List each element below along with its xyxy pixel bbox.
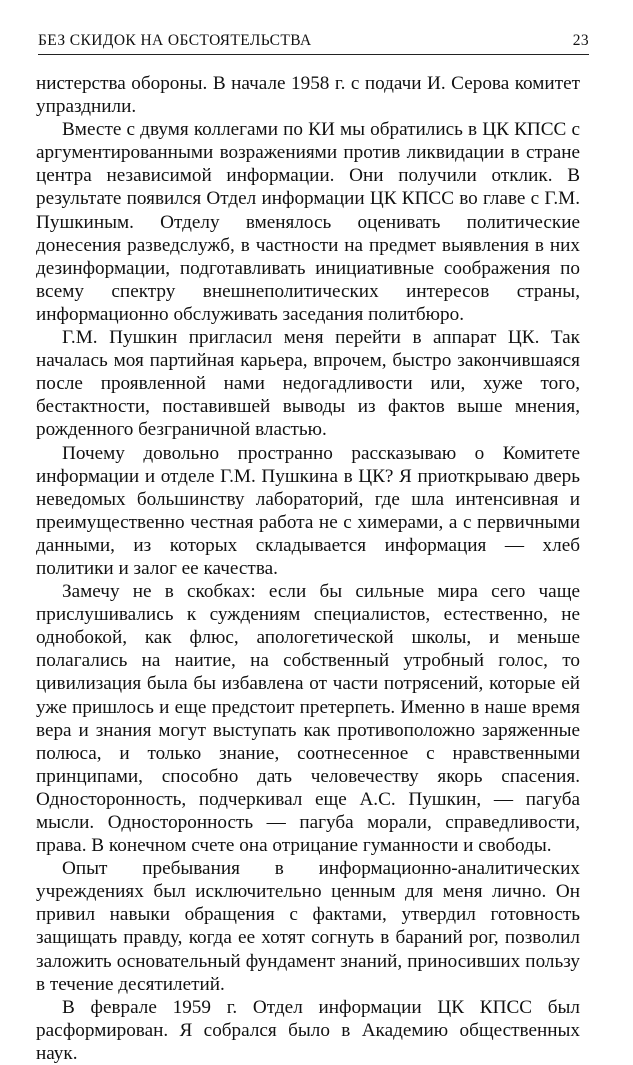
paragraph: Вместе с двумя коллегами по КИ мы обратились в ЦК КПСС с аргументированными возражениями против ликвидации в стране центра независимой информации. Они получили отклик. В результате появился Отдел информации ЦК КПСС во главе с Г.М. Пушкиным. Отделу вменялось оценивать политические донесения разведслужб, в частности на предмет выявления в них дезинформации, подготавливать инициативные соображения по всему спектру внешнеполитических интересов страны, информационно обслуживать заседания политбюро. <box>36 119 580 325</box>
paragraph: Опыт пребывания в информационно-аналитических учреждениях был исключительно ценным для меня лично. Он привил навыки обращения с фактами, утвердил готовность защищать правду, когда ее хотят согнуть в бараний рог, позволил заложить основательный фундамент знаний, приносивших пользу в течение десятилетий. <box>36 858 580 995</box>
paragraph: Г.М. Пушкин пригласил меня перейти в аппарат ЦК. Так началась моя партийная карьера, впрочем, быстро закончившаяся после проявленной нами недогадливости или, хуже того, бестактности, поставившей выводы из фактов выше мнения, рожденного безграничной властью. <box>36 327 580 441</box>
paragraph-continued: нистерства обороны. В начале 1958 г. с подачи И. Серова комитет упразднили. <box>36 73 580 118</box>
running-head <box>38 30 589 55</box>
paragraph: Замечу не в скобках: если бы сильные мира сего чаще прислушивались к суждениям специалистов, естественно, не однобокой, как флюс, апологетической школы, и меньше полагались на наитие, на собственный утробный голос, то цивилизация была бы избавлена от части потрясений, которые ей уже пришлось и еще предстоит претерпеть. Именно в наше время вера и знания могут выступать как противоположно заряженные полюса, и только знание, соотнесенное с нравственными принципами, способно дать человечеству якорь спасения. Односторонность, подчеркивал еще А.С. Пушкин, — пагуба мысли. Односторонность — пагуба морали, справедливости, права. В конечном счете она отрицание гуманности и свободы. <box>36 581 580 857</box>
running-title: БЕЗ СКИДОК НА ОБСТОЯТЕЛЬСТВА <box>38 32 312 49</box>
paragraph: Почему довольно пространно рассказываю о Комитете информации и отделе Г.М. Пушкина в ЦК? Я приоткрываю дверь неведомых большинству лабораторий, где шла интенсивная и преимущественно честная работа не с химерами, а с первичными данными, из которых складывается информация — хлеб политики и залог ее качества. <box>36 442 580 579</box>
page-number: 23 <box>572 32 589 49</box>
body-text <box>36 72 580 1065</box>
paragraph: В феврале 1959 г. Отдел информации ЦК КПСС был расформирован. Я собрался было в Академию общественных наук. <box>36 996 580 1064</box>
